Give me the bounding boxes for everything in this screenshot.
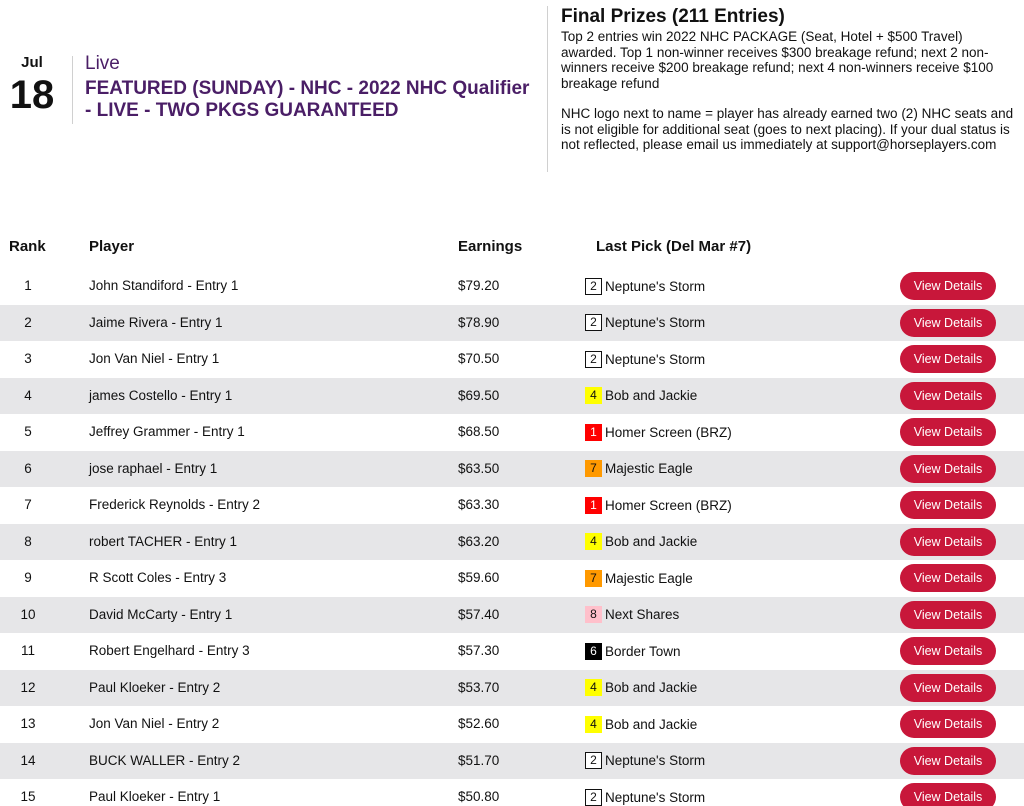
last-pick-cell [585, 305, 705, 342]
rank-cell: 5 [24, 424, 32, 439]
rank-cell: 8 [24, 533, 32, 549]
horse-name: Homer Screen (BRZ) [605, 424, 732, 440]
player-name: robert TACHER - Entry 1 [89, 533, 238, 549]
view-details-cell [900, 674, 996, 702]
view-details-button[interactable]: View Details [900, 674, 996, 702]
saddle-cloth-number: 7 [585, 460, 602, 477]
saddle-cloth-number: 2 [585, 278, 602, 295]
saddle-cloth-number: 4 [585, 387, 602, 404]
table-row [0, 743, 1024, 780]
earnings-cell: $68.50 [458, 424, 500, 439]
rank-cell: 10 [20, 606, 36, 622]
rank-cell: 9 [24, 570, 32, 585]
horse-name: Bob and Jackie [605, 388, 698, 404]
player-name: Frederick Reynolds - Entry 2 [89, 497, 261, 512]
rank-cell: 14 [20, 752, 36, 768]
player-name: jose raphael - Entry 1 [89, 460, 218, 476]
earnings-cell: $52.60 [458, 716, 500, 731]
player-name: BUCK WALLER - Entry 2 [89, 752, 241, 768]
earnings-cell: $57.30 [458, 643, 500, 658]
table-row [0, 779, 1024, 806]
header-last-pick: Last Pick (Del Mar #7) [596, 238, 752, 255]
horse-name: Homer Screen (BRZ) [605, 497, 732, 513]
horse-name: Border Town [605, 643, 681, 659]
event-date [6, 54, 58, 115]
view-details-cell [900, 564, 996, 592]
horse-name: Majestic Eagle [605, 570, 693, 586]
last-pick-cell [585, 597, 679, 634]
saddle-cloth-number: 8 [585, 606, 602, 623]
view-details-button[interactable]: View Details [900, 601, 996, 629]
earnings-cell: $63.30 [458, 497, 500, 512]
earnings-cell: $63.20 [458, 533, 500, 549]
saddle-cloth-number: 4 [585, 679, 602, 696]
earnings-cell: $63.50 [458, 460, 500, 476]
prizes-divider [547, 6, 548, 172]
prizes-description: Top 2 entries win 2022 NHC PACKAGE (Seat, Hotel + $500 Travel) awarded. Top 1 non-winner receives $300 breakage refund; next 2 non-winners receive $200 breakage refund; next 4 non-winners receive $100 breakage refund [561, 29, 994, 91]
saddle-cloth-number: 4 [585, 716, 602, 733]
player-name: Jeffrey Grammer - Entry 1 [89, 424, 245, 439]
earnings-cell: $50.80 [458, 789, 500, 804]
player-name: Jon Van Niel - Entry 2 [89, 716, 220, 731]
view-details-button[interactable]: View Details [900, 710, 996, 738]
last-pick-cell [585, 524, 697, 561]
view-details-button[interactable]: View Details [900, 272, 996, 300]
table-row [0, 378, 1024, 415]
view-details-cell [900, 418, 996, 446]
event-title: FEATURED (SUNDAY) - NHC - 2022 NHC Qualifier - LIVE - TWO PKGS GUARANTEED [85, 78, 530, 121]
rank-cell: 4 [24, 387, 32, 403]
last-pick-cell [585, 451, 693, 488]
table-row [0, 524, 1024, 561]
last-pick-cell [585, 268, 705, 305]
player-name: Paul Kloeker - Entry 2 [89, 679, 221, 695]
table-row [0, 414, 1024, 451]
view-details-button[interactable]: View Details [900, 528, 996, 556]
view-details-cell [900, 783, 996, 806]
horse-name: Bob and Jackie [605, 716, 698, 732]
event-info [85, 53, 535, 122]
horse-name: Bob and Jackie [605, 680, 698, 696]
horse-name: Neptune's Storm [605, 278, 706, 294]
saddle-cloth-number: 2 [585, 789, 602, 806]
saddle-cloth-number: 7 [585, 570, 602, 587]
saddle-cloth-number: 6 [585, 643, 602, 660]
last-pick-cell [585, 341, 705, 378]
event-month: Jul [21, 54, 43, 71]
saddle-cloth-number: 2 [585, 752, 602, 769]
earnings-cell: $59.60 [458, 570, 500, 585]
earnings-cell: $69.50 [458, 387, 500, 403]
horse-name: Neptune's Storm [605, 315, 706, 331]
horse-name: Next Shares [605, 607, 680, 623]
event-status: Live [85, 53, 120, 74]
rank-cell: 12 [20, 679, 36, 695]
view-details-cell [900, 710, 996, 738]
earnings-cell: $53.70 [458, 679, 500, 695]
view-details-button[interactable]: View Details [900, 345, 996, 373]
last-pick-cell [585, 779, 705, 806]
player-name: Paul Kloeker - Entry 1 [89, 789, 221, 804]
view-details-button[interactable]: View Details [900, 491, 996, 519]
view-details-cell [900, 601, 996, 629]
view-details-button[interactable]: View Details [900, 455, 996, 483]
header-rank: Rank [9, 238, 46, 255]
player-name: Jon Van Niel - Entry 1 [89, 351, 220, 366]
table-row [0, 670, 1024, 707]
saddle-cloth-number: 1 [585, 424, 602, 441]
saddle-cloth-number: 2 [585, 351, 602, 368]
player-name: Robert Engelhard - Entry 3 [89, 643, 250, 658]
prizes-title: Final Prizes (211 Entries) [561, 6, 785, 27]
view-details-button[interactable]: View Details [900, 418, 996, 446]
rank-cell: 2 [24, 314, 32, 330]
view-details-cell [900, 491, 996, 519]
table-row [0, 451, 1024, 488]
saddle-cloth-number: 1 [585, 497, 602, 514]
table-row [0, 706, 1024, 743]
view-details-button[interactable]: View Details [900, 382, 996, 410]
table-row [0, 268, 1024, 305]
horse-name: Neptune's Storm [605, 753, 706, 769]
horse-name: Neptune's Storm [605, 789, 706, 805]
table-row [0, 305, 1024, 342]
rank-cell: 13 [20, 716, 36, 731]
view-details-cell [900, 382, 996, 410]
view-details-button[interactable]: View Details [900, 783, 996, 806]
table-row [0, 597, 1024, 634]
view-details-cell [900, 309, 996, 337]
view-details-cell [900, 272, 996, 300]
view-details-cell [900, 455, 996, 483]
rank-cell: 1 [24, 278, 32, 293]
saddle-cloth-number: 4 [585, 533, 602, 550]
prizes-panel [561, 6, 1016, 153]
header-divider [72, 56, 73, 124]
player-name: John Standiford - Entry 1 [89, 278, 239, 293]
last-pick-cell [585, 378, 697, 415]
leaderboard-table [0, 268, 1024, 806]
view-details-cell [900, 345, 996, 373]
rank-cell: 7 [24, 497, 32, 512]
earnings-cell: $70.50 [458, 351, 500, 366]
player-name: R Scott Coles - Entry 3 [89, 570, 227, 585]
view-details-cell [900, 528, 996, 556]
table-row [0, 487, 1024, 524]
rank-cell: 6 [24, 460, 32, 476]
horse-name: Bob and Jackie [605, 534, 698, 550]
header-player: Player [89, 238, 135, 255]
rank-cell: 11 [20, 643, 35, 658]
header-earnings: Earnings [458, 238, 523, 255]
earnings-cell: $79.20 [458, 278, 500, 293]
player-name: Jaime Rivera - Entry 1 [89, 314, 223, 330]
prizes-note: NHC logo next to name = player has already earned two (2) NHC seats and is not eligible for additional seat (goes to next placing). If your dual status is not reflected, please email us immediately at support@horseplayers.com [561, 106, 1014, 152]
rank-cell: 3 [24, 351, 32, 366]
last-pick-cell [585, 633, 681, 670]
horse-name: Majestic Eagle [605, 461, 693, 477]
event-day: 18 [9, 73, 55, 117]
view-details-button[interactable]: View Details [900, 309, 996, 337]
saddle-cloth-number: 2 [585, 314, 602, 331]
view-details-button[interactable]: View Details [900, 747, 996, 775]
last-pick-cell [585, 560, 693, 597]
view-details-button[interactable]: View Details [900, 637, 996, 665]
horse-name: Neptune's Storm [605, 351, 706, 367]
player-name: David McCarty - Entry 1 [89, 606, 233, 622]
view-details-button[interactable]: View Details [900, 564, 996, 592]
table-row [0, 341, 1024, 378]
view-details-cell [900, 637, 996, 665]
earnings-cell: $78.90 [458, 314, 500, 330]
earnings-cell: $57.40 [458, 606, 500, 622]
last-pick-cell [585, 743, 705, 780]
last-pick-cell [585, 670, 697, 707]
table-row [0, 633, 1024, 670]
table-row [0, 560, 1024, 597]
last-pick-cell [585, 487, 732, 524]
earnings-cell: $51.70 [458, 752, 500, 768]
rank-cell: 15 [20, 789, 36, 804]
last-pick-cell [585, 414, 732, 451]
player-name: james Costello - Entry 1 [89, 387, 233, 403]
view-details-cell [900, 747, 996, 775]
last-pick-cell [585, 706, 697, 743]
